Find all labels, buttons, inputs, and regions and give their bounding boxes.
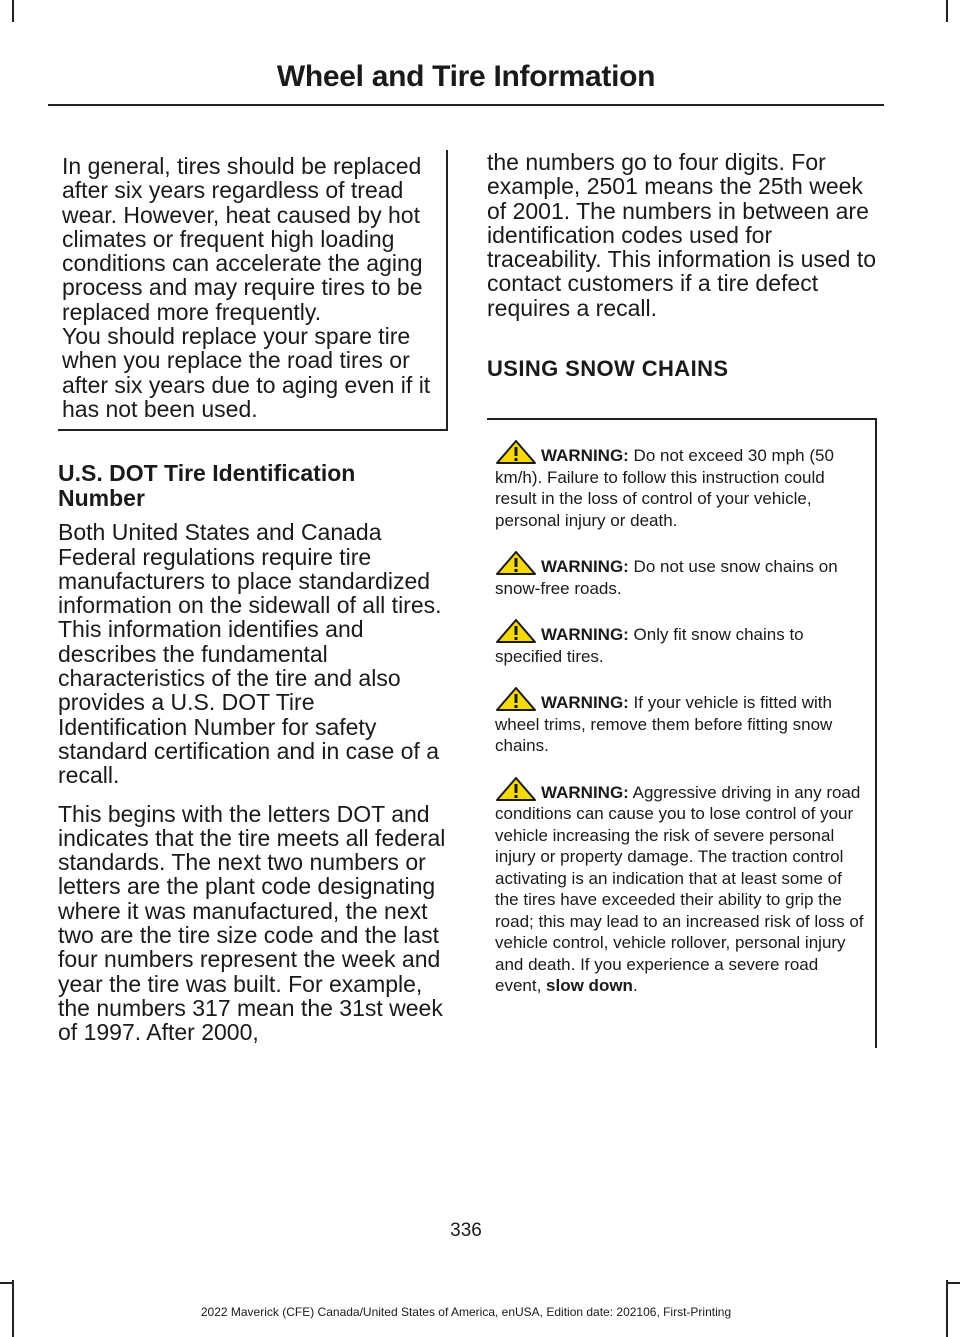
warning-text-tail: .	[632, 976, 638, 996]
crop-mark-top-left	[12, 0, 14, 22]
warning-label: WARNING:	[541, 557, 629, 577]
warning-item	[495, 619, 869, 667]
left-column	[58, 150, 448, 1045]
tire-age-note	[58, 150, 448, 431]
section-subheading: U.S. DOT Tire Identification Number	[58, 460, 356, 511]
page-footer: 2022 Maverick (CFE) Canada/United States of America, enUSA, Edition date: 202106, First-Printing	[200, 1305, 732, 1319]
warning-item	[495, 551, 869, 599]
body-paragraph: Both United States and Canada Federal regulations require tire manufacturers to place standardized information on the sidewall of all tires. This information identifies and describes the fundamental characteristics of the tire and also provides a U.S. DOT Tire Identification Number for safety standard certification and in case of a recall.	[58, 519, 442, 789]
crop-mark-bottom-right	[946, 1280, 948, 1337]
crop-mark-bottom-right-h	[946, 1282, 960, 1284]
warnings-box	[487, 418, 877, 1048]
note-paragraph: In general, tires should be replaced after six years regardless of tread wear. However, heat caused by hot climates or frequent high loading conditions can accelerate the aging process and may require tires to be replaced more frequently.	[62, 153, 423, 325]
warning-triangle-icon	[495, 551, 537, 575]
warning-label: WARNING:	[541, 782, 629, 802]
crop-mark-bottom-left-h	[0, 1282, 14, 1284]
warning-triangle-icon	[495, 777, 537, 801]
title-divider	[48, 104, 884, 106]
right-column	[487, 150, 882, 1048]
warning-text: If your vehicle is fitted with wheel trims, remove them before fitting snow chains.	[495, 693, 833, 756]
warning-item	[495, 440, 869, 531]
warning-item	[495, 777, 869, 997]
warning-text: Do not use snow chains on snow-free roads.	[495, 557, 838, 598]
section-heading: USING SNOW CHAINS	[487, 356, 729, 382]
warning-text: Aggressive driving in any road conditions can cause you to lose control of your vehicle increasing the risk of severe personal injury or property damage. The traction control activating is an indication that at least some of the tires have exceeded their ability to grip the road; this may lead to an increased risk of loss of vehicle control, vehicle rollover, personal injury and death. If you experience a severe road event,	[495, 782, 864, 996]
warning-item	[495, 687, 869, 757]
body-paragraph: This begins with the letters DOT and indicates that the tire meets all federal standards. The next two numbers or letters are the plant code designating where it was manufactured, the next two are the tire size code and the last four numbers represent the week and year the tire was built. For example, the numbers 317 mean the 31st week of 1997. After 2000,	[58, 800, 446, 1046]
note-paragraph: You should replace your spare tire when you replace the road tires or after six years due to aging even if it has not been used.	[62, 323, 431, 422]
warning-label: WARNING:	[541, 693, 629, 713]
warning-text: Do not exceed 30 mph (50 km/h). Failure to follow this instruction could result in the loss of control of your vehicle, personal injury or death.	[495, 446, 834, 530]
warning-text: Only fit snow chains to specified tires.	[495, 625, 804, 666]
page-title: Wheel and Tire Information	[276, 60, 656, 93]
warning-label: WARNING:	[541, 625, 629, 645]
warning-emphasis: slow down	[546, 976, 633, 996]
crop-mark-top-right	[946, 0, 948, 22]
warning-triangle-icon	[495, 440, 537, 464]
body-paragraph: the numbers go to four digits. For example, 2501 means the 25th week of 2001. The numbers in between are identification codes used for traceability. This information is used to contact customers if a tire defect requires a recall.	[487, 149, 877, 321]
warning-triangle-icon	[495, 687, 537, 711]
page-number: 336	[450, 1220, 482, 1241]
warning-triangle-icon	[495, 619, 537, 643]
warning-label: WARNING:	[541, 446, 629, 466]
